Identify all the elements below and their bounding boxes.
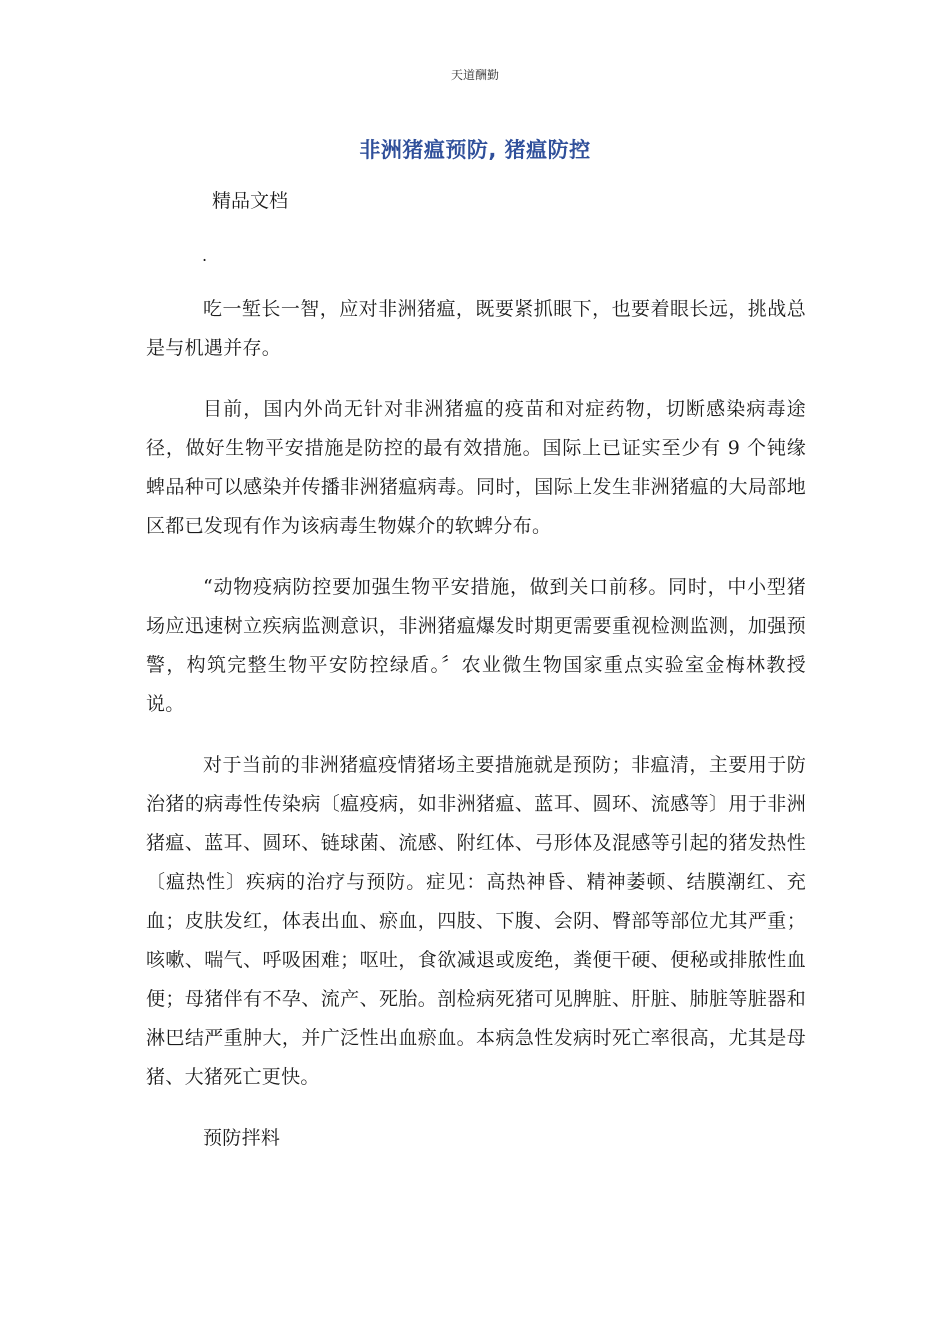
paragraph-3: “动物疫病防控要加强生物平安措施，做到关口前移。同时，中小型猪场应迅速树立疾病监测意识，非洲猪瘟爆发时期更需要重视检测监测，加强预警，构筑完整生物平安防控绿盾。〞农业微生物国家重点实验室金梅林教授说。	[146, 576, 806, 715]
document-body	[146, 290, 806, 1180]
paragraph-2: 目前，国内外尚无针对非洲猪瘟的疫苗和对症药物，切断感染病毒途径，做好生物平安措施是防控的最有效措施。国际上已证实至少有 9 个钝缘蜱品种可以感染并传播非洲猪瘟病毒。同时，国际上发生非洲猪瘟的大局部地区都已发现有作为该病毒生物媒介的软蜱分布。	[146, 398, 806, 537]
paragraph-4: 对于当前的非洲猪瘟疫情猪场主要措施就是预防；非瘟清，主要用于防治猪的病毒性传染病〔瘟疫病，如非洲猪瘟、蓝耳、圆环、流感等〕用于非洲猪瘟、蓝耳、圆环、链球菌、流感、附红体、弓形体及混感等引起的猪发热性〔瘟热性〕疾病的治疗与预防。症见：高热神昏、精神萎顿、结膜潮红、充血；皮肤发红，体表出血、瘀血，四肢、下腹、会阴、臀部等部位尤其严重；咳嗽、喘气、呼吸困难；呕吐，食欲减退或废绝，粪便干硬、便秘或排脓性血便；母猪伴有不孕、流产、死胎。剖检病死猪可见脾脏、肝脏、肺脏等脏器和淋巴结严重肿大，并广泛性出血瘀血。本病急性发病时死亡率很高，尤其是母猪、大猪死亡更快。	[146, 754, 806, 1088]
paragraph-5: 预防拌料	[203, 1127, 281, 1149]
separator-dot: .	[202, 246, 208, 265]
document-subtitle: 精品文档	[212, 190, 289, 212]
page-header: 天道酬勤	[450, 68, 499, 82]
paragraph-1: 吃一堑长一智，应对非洲猪瘟，既要紧抓眼下，也要着眼长远，挑战总是与机遇并存。	[146, 298, 806, 359]
document-title: 非洲猪瘟预防, 猪瘟防控	[359, 138, 591, 162]
